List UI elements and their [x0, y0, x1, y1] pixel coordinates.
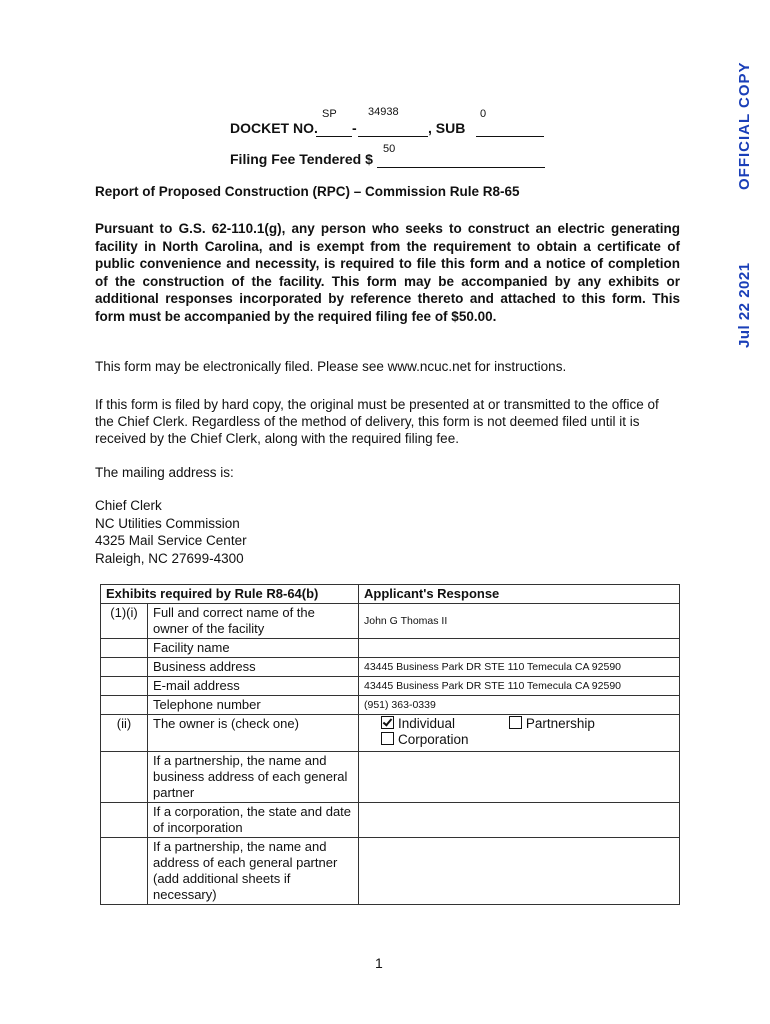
partnership-partners-field[interactable]: [359, 838, 680, 905]
phone-field[interactable]: (951) 363-0339: [359, 696, 680, 715]
corporation-state-field[interactable]: [359, 803, 680, 838]
efile-paragraph: This form may be electronically filed. Please see www.ncuc.net for instructions.: [95, 359, 567, 374]
filing-fee: [230, 143, 560, 169]
row-label: The owner is (check one): [148, 715, 359, 752]
partnership-checkbox[interactable]: [509, 716, 522, 729]
docket-prefix: SP: [322, 108, 337, 120]
report-title: Report of Proposed Construction (RPC) – Commission Rule R8-65: [95, 184, 520, 199]
table-row: [101, 803, 680, 838]
table-row: [101, 658, 680, 677]
filing-fee-label: Filing Fee Tendered $: [230, 151, 373, 167]
docket-number: [230, 108, 560, 138]
exhibits-table: [100, 584, 680, 905]
row-label: E-mail address: [148, 677, 359, 696]
filing-fee-amount: 50: [383, 143, 396, 155]
exhibits-header: Exhibits required by Rule R8-64(b): [101, 585, 359, 604]
partnership-option[interactable]: [509, 716, 595, 731]
hardcopy-paragraph: If this form is filed by hard copy, the original must be presented at or transmitted to the office of the Chief Clerk. Regardless of the method of delivery, this form is not deemed filed until it is received by the Chief Clerk, along with the required filing fee.: [95, 397, 659, 446]
row-number: [101, 639, 148, 658]
mailing-address: [95, 497, 247, 567]
row-label: If a partnership, the name and business address of each general partner: [148, 752, 359, 803]
row-number: [101, 838, 148, 905]
address-line: 4325 Mail Service Center: [95, 533, 247, 548]
page-number: 1: [375, 955, 383, 971]
response-header: Applicant's Response: [359, 585, 680, 604]
row-number: [101, 803, 148, 838]
address-line: NC Utilities Commission: [95, 515, 240, 531]
facility-name-field[interactable]: [359, 639, 680, 658]
table-row: [101, 715, 680, 752]
sub-line: [476, 136, 544, 137]
docket-prefix-line: [316, 136, 352, 137]
table-row: [101, 677, 680, 696]
docket-dash: -: [352, 120, 357, 136]
address-line: Raleigh, NC 27699-4300: [95, 550, 244, 566]
sub-value: 0: [480, 108, 487, 120]
filing-date-stamp: Jul 22 2021: [736, 262, 753, 348]
row-label: If a partnership, the name and address of each general partner (add additional sheets if necessary): [148, 838, 359, 905]
email-field[interactable]: 43445 Business Park DR STE 110 Temecula CA 92590: [359, 677, 680, 696]
individual-option[interactable]: [381, 716, 459, 731]
individual-checkbox[interactable]: [381, 716, 394, 729]
table-row: [101, 604, 680, 639]
table-header-row: [101, 585, 680, 604]
row-label: Facility name: [148, 639, 359, 658]
row-number: (ii): [101, 715, 148, 752]
corporation-option[interactable]: [381, 732, 469, 747]
owner-type-options: [359, 715, 680, 752]
corporation-label: Corporation: [398, 732, 469, 747]
row-number: [101, 677, 148, 696]
row-number: (1)(i): [101, 604, 148, 639]
row-number: [101, 658, 148, 677]
docket-label: DOCKET NO.: [230, 120, 318, 136]
row-number: [101, 696, 148, 715]
table-row: [101, 639, 680, 658]
table-row: [101, 752, 680, 803]
row-label: Telephone number: [148, 696, 359, 715]
table-row: [101, 696, 680, 715]
mailing-paragraph: The mailing address is:: [95, 465, 234, 480]
row-number: [101, 752, 148, 803]
row-label: Full and correct name of the owner of the facility: [148, 604, 359, 639]
row-label: Business address: [148, 658, 359, 677]
intro-paragraph: Pursuant to G.S. 62-110.1(g), any person who seeks to construct an electric generating facility in North Carolina, and is exempt from the requirement to obtain a certificate of public convenience and necessity, is required to file this form and a notice of completion of the construction of the facility. This form may be accompanied by any exhibits or additional responses incorporated by reference thereto and attached to this form. This form must be accompanied by the required filing fee of $50.00.: [95, 221, 680, 324]
row-label: If a corporation, the state and date of incorporation: [148, 803, 359, 838]
corporation-checkbox[interactable]: [381, 732, 394, 745]
individual-label: Individual: [398, 716, 456, 731]
address-line: Chief Clerk: [95, 498, 162, 513]
table-row: [101, 838, 680, 905]
official-copy-stamp: OFFICIAL COPY: [736, 61, 753, 190]
partnership-address-field[interactable]: [359, 752, 680, 803]
business-address-field[interactable]: 43445 Business Park DR STE 110 Temecula CA 92590: [359, 658, 680, 677]
docket-number-value: 34938: [368, 106, 399, 118]
docket-number-line: [358, 136, 428, 137]
filing-fee-line: [377, 167, 545, 168]
sub-label: , SUB: [428, 120, 466, 136]
partnership-label: Partnership: [525, 716, 595, 731]
owner-name-field[interactable]: John G Thomas II: [359, 604, 680, 639]
